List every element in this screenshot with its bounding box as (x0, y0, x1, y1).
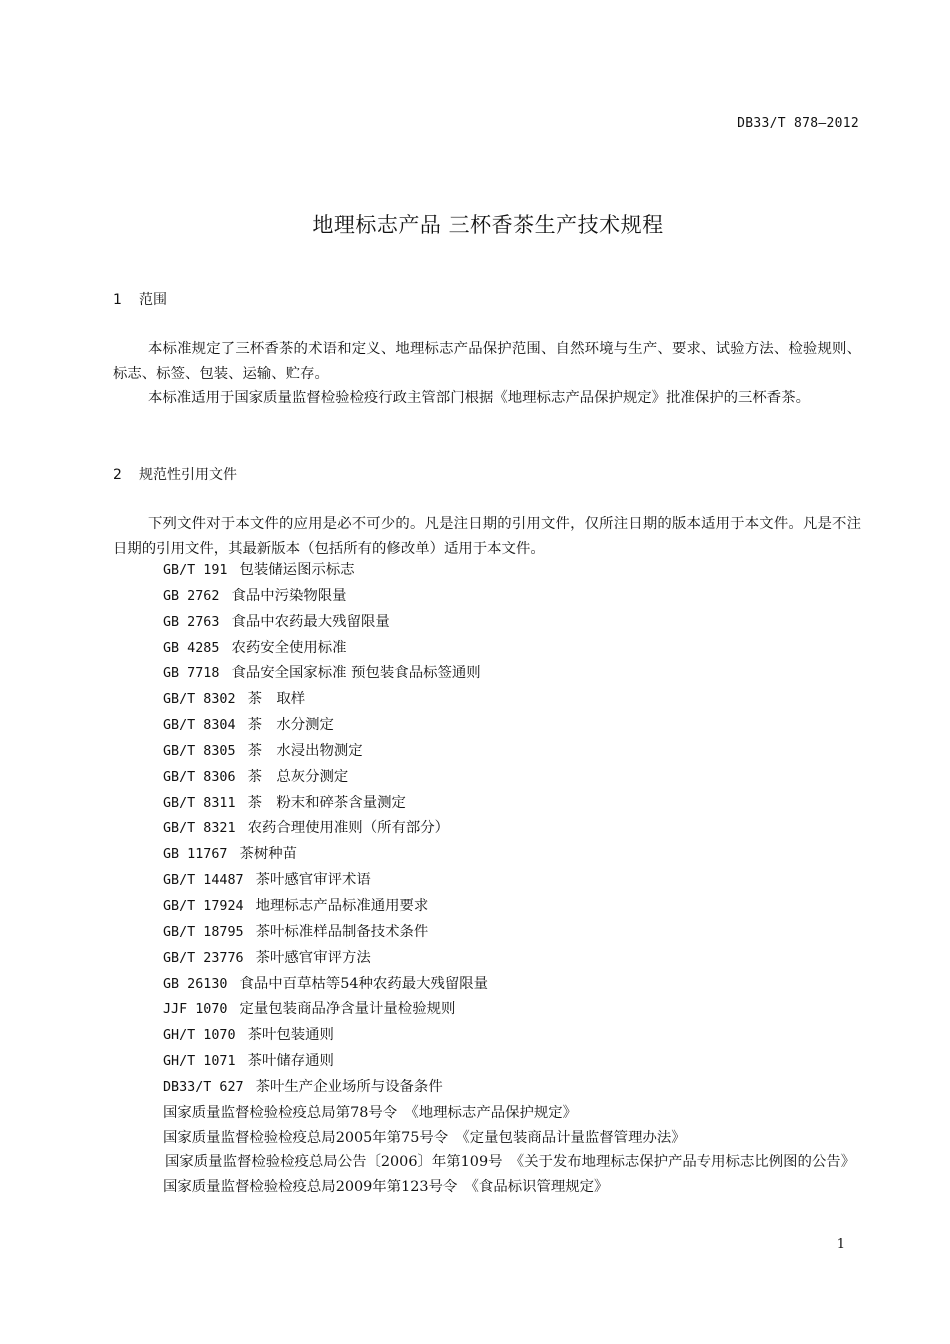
reference-item (113, 997, 861, 1023)
reference-item (113, 1023, 861, 1049)
reference-title: 茶 总灰分测定 (247, 768, 349, 785)
reference-code: GH/T 1071 (163, 1054, 236, 1070)
reference-item (113, 687, 861, 713)
reference-title: 茶叶感官审评术语 (255, 872, 371, 889)
reference-code: GB 2763 (163, 614, 220, 630)
reference-code: GB/T 8311 (163, 795, 236, 811)
reference-title: 茶叶感官审评方法 (255, 949, 371, 966)
reference-title: 茶叶标准样品制备技术条件 (255, 923, 429, 940)
reference-title: 茶 水分测定 (247, 717, 334, 734)
reference-code: GB 26130 (163, 976, 228, 992)
paragraph: 下列文件对于本文件的应用是必不可少的。凡是注日期的引用文件，仅所注日期的版本适用于本文件。凡是不注日期的引用文件，其最新版本（包括所有的修改单）适用于本文件。 (113, 516, 861, 557)
reference-title: 农药合理使用准则（所有部分） (247, 820, 450, 837)
reference-title: 国家质量监督检验检疫总局公告〔2006〕年第109号 《关于发布地理标志保护产品专用标志比例图的公告》 (165, 1154, 856, 1171)
reference-code: GB/T 8321 (163, 821, 236, 837)
reference-code: GB/T 14487 (163, 873, 244, 889)
reference-item (113, 1150, 861, 1175)
reference-item (113, 1049, 861, 1075)
reference-title: 食品中百草枯等54种农药最大残留限量 (239, 975, 489, 992)
reference-item (113, 739, 861, 765)
reference-item (113, 636, 861, 662)
reference-item (113, 1075, 861, 1101)
reference-item (113, 1126, 861, 1151)
reference-title: 包装储运图示标志 (239, 562, 355, 578)
reference-item (113, 842, 861, 868)
reference-item (113, 610, 861, 636)
reference-code: DB33/T 627 (163, 1079, 244, 1095)
reference-item (113, 584, 861, 610)
paragraph: 本标准规定了三杯香茶的术语和定义、地理标志产品保护范围、自然环境与生产、要求、试验方法、检验规则、标志、标签、包装、运输、贮存。 (113, 341, 861, 382)
reference-code: GB 2762 (163, 588, 220, 604)
reference-code: GB 7718 (163, 666, 220, 682)
reference-item (113, 1101, 861, 1126)
reference-code: GB/T 18795 (163, 924, 244, 940)
reference-item (113, 972, 861, 998)
reference-title: 茶叶生产企业场所与设备条件 (255, 1078, 443, 1095)
reference-code: GB 4285 (163, 640, 220, 656)
reference-title: 国家质量监督检验检疫总局2005年第75号令 《定量包装商品计量监督管理办法》 (163, 1129, 686, 1146)
standard-code: DB33/T 878—2012 (737, 116, 859, 131)
reference-title: 国家质量监督检验检疫总局2009年第123号令 《食品标识管理规定》 (163, 1179, 609, 1196)
reference-item (113, 791, 861, 817)
paragraph: 本标准适用于国家质量监督检验检疫行政主管部门根据《地理标志产品保护规定》批准保护的三杯香茶。 (148, 390, 810, 406)
reference-item (113, 765, 861, 791)
reference-title: 国家质量监督检验检疫总局第78号令 《地理标志产品保护规定》 (163, 1104, 578, 1121)
reference-item (113, 713, 861, 739)
reference-code: GH/T 1070 (163, 1028, 236, 1044)
section-title: 规范性引用文件 (139, 467, 237, 483)
reference-title: 茶 取样 (247, 691, 306, 708)
reference-item (113, 1175, 861, 1200)
reference-title: 茶 水浸出物测定 (247, 742, 363, 759)
reference-title: 茶叶包装通则 (247, 1027, 334, 1044)
reference-title: 食品安全国家标准 预包装食品标签通则 (231, 665, 481, 682)
reference-title: 食品中农药最大残留限量 (231, 613, 390, 630)
reference-title: 地理标志产品标准通用要求 (255, 897, 429, 914)
reference-title: 茶 粉末和碎茶含量测定 (247, 794, 406, 811)
reference-code: GB/T 8302 (163, 692, 236, 708)
section-heading-references (113, 464, 237, 484)
document-title: 地理标志产品 三杯香茶生产技术规程 (312, 213, 664, 237)
reference-title: 茶叶储存通则 (247, 1053, 334, 1070)
reference-title: 茶树种苗 (239, 846, 298, 863)
reference-item (113, 920, 861, 946)
section-number: 1 (113, 292, 122, 308)
reference-code: GB/T 17924 (163, 898, 244, 914)
reference-item (113, 558, 861, 584)
reference-title: 定量包装商品净含量计量检验规则 (239, 1001, 456, 1018)
reference-title: 食品中污染物限量 (231, 587, 347, 604)
reference-code: GB/T 8306 (163, 769, 236, 785)
reference-item (113, 894, 861, 920)
section-title: 范围 (139, 292, 167, 308)
reference-code: JJF 1070 (163, 1002, 228, 1018)
reference-item (113, 816, 861, 842)
reference-code: GB/T 191 (163, 563, 228, 578)
reference-title: 农药安全使用标准 (231, 639, 347, 656)
section-number: 2 (113, 467, 122, 483)
reference-code: GB/T 23776 (163, 950, 244, 966)
page-number: 1 (836, 1237, 845, 1252)
reference-item (113, 868, 861, 894)
reference-code: GB 11767 (163, 847, 228, 863)
reference-list (113, 558, 861, 1200)
reference-code: GB/T 8305 (163, 743, 236, 759)
section-heading-scope (113, 289, 167, 309)
reference-code: GB/T 8304 (163, 718, 236, 734)
reference-item (113, 946, 861, 972)
reference-item (113, 661, 861, 687)
